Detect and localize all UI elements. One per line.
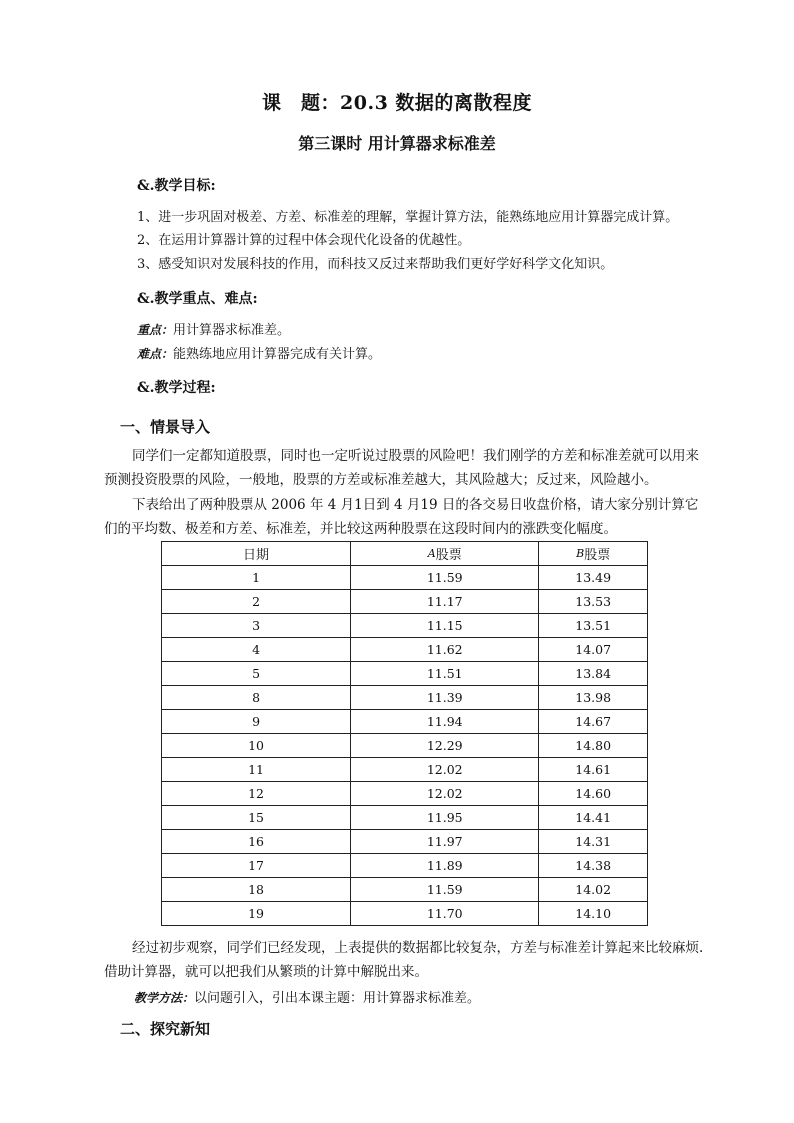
cell-stock-b: 14.31 [539,830,648,854]
table-row [162,566,648,590]
cell-date: 18 [162,878,351,902]
col-a-label: 股票 [435,548,462,563]
stock-price-table [161,541,648,926]
table-row [162,902,648,926]
focus-text: 用计算器求标准差。 [173,323,291,338]
cell-date: 16 [162,830,351,854]
method-text: 以问题引入，引出本课主题：用计算器求标准差。 [194,991,481,1006]
after-table-text: 经过初步观察，同学们已经发现，上表提供的数据都比较复杂，方差与标准差计算起来比较麻烦. 借助计算器，就可以把我们从繁琐的计算中解脱出来。 [104,940,704,980]
table-row [162,854,648,878]
cell-date: 5 [162,662,351,686]
cell-stock-a: 12.29 [351,734,539,758]
cell-date: 17 [162,854,351,878]
cell-stock-b: 13.51 [539,614,648,638]
cell-date: 3 [162,614,351,638]
cell-date: 4 [162,638,351,662]
objective-item: 1、进一步巩固对极差、方差、标准差的理解，掌握计算方法，能熟练地应用计算器完成计算。 [137,210,679,225]
lesson-title: 课 题：20.3 数据的离散程度 [262,92,532,114]
cell-stock-a: 11.89 [351,854,539,878]
cell-stock-b: 14.60 [539,782,648,806]
objective-item: 2、在运用计算器计算的过程中体会现代化设备的优越性。 [137,233,471,248]
cell-stock-a: 11.59 [351,566,539,590]
table-row [162,662,648,686]
cell-stock-a: 12.02 [351,758,539,782]
cell-stock-a: 11.94 [351,710,539,734]
difficulty-line [137,343,381,362]
table-row [162,590,648,614]
teaching-method-line [134,987,480,1006]
objective-item: 3、感受知识对发展科技的作用，而科技又反过来帮助我们更好学好科学文化知识。 [137,257,614,272]
cell-stock-b: 14.10 [539,902,648,926]
cell-stock-b: 14.61 [539,758,648,782]
cell-stock-b: 13.84 [539,662,648,686]
cell-stock-b: 14.41 [539,806,648,830]
intro-paragraph [104,444,704,492]
after-table-paragraph [104,936,704,984]
col-b-label: 股票 [584,548,611,563]
cell-date: 12 [162,782,351,806]
col-b-letter: B [576,547,585,560]
table-row [162,878,648,902]
table-row [162,614,648,638]
cell-date: 2 [162,590,351,614]
cell-date: 15 [162,806,351,830]
section1-heading: 一、情景导入 [120,418,211,436]
table-intro-paragraph [104,493,704,541]
lesson-subtitle: 第三课时 用计算器求标准差 [298,134,496,153]
focus-line [137,319,290,338]
process-heading: &.教学过程: [137,380,216,396]
difficulty-label: 难点： [137,347,174,361]
table-row [162,710,648,734]
col-a-header [351,542,539,566]
cell-stock-b: 14.07 [539,638,648,662]
cell-date: 11 [162,758,351,782]
intro-text: 同学们一定都知道股票，同时也一定听说过股票的风险吧！我们刚学的方差和标准差就可以用来预测投资股票的风险，一般地，股票的方差或标准差越大，其风险越大；反过来，风险越小。 [104,448,699,488]
cell-stock-a: 11.95 [351,806,539,830]
cell-stock-a: 12.02 [351,782,539,806]
cell-stock-b: 14.38 [539,854,648,878]
cell-date: 1 [162,566,351,590]
cell-stock-b: 13.98 [539,686,648,710]
cell-stock-b: 14.80 [539,734,648,758]
table-row [162,638,648,662]
cell-stock-a: 11.59 [351,878,539,902]
cell-date: 19 [162,902,351,926]
table-row [162,686,648,710]
table-row [162,758,648,782]
cell-stock-b: 14.67 [539,710,648,734]
section2-heading: 二、探究新知 [120,1020,211,1038]
method-label: 教学方法： [134,991,195,1005]
table-row [162,830,648,854]
table-intro-text: 下表给出了两种股票从 2006 年 4 月1日到 4 月19 日的各交易日收盘价格，请大家分别计算它们的平均数、极差和方差、标准差，并比较这两种股票在这段时间内的涨跌变化幅度。 [104,497,699,537]
cell-stock-a: 11.70 [351,902,539,926]
cell-stock-a: 11.97 [351,830,539,854]
table-row [162,734,648,758]
difficulty-text: 能熟练地应用计算器完成有关计算。 [173,347,382,362]
col-b-header [539,542,648,566]
cell-stock-a: 11.15 [351,614,539,638]
objectives-heading: &.教学目标: [137,178,216,194]
col-a-letter: A [427,547,436,560]
cell-date: 10 [162,734,351,758]
cell-stock-a: 11.51 [351,662,539,686]
table-body [162,566,648,926]
table-row [162,782,648,806]
cell-date: 9 [162,710,351,734]
cell-stock-b: 13.53 [539,590,648,614]
cell-stock-a: 11.39 [351,686,539,710]
cell-date: 8 [162,686,351,710]
focus-label: 重点： [137,323,174,337]
col-date-header: 日期 [162,542,351,566]
keypoints-heading: &.教学重点、难点: [137,291,258,307]
table-row [162,806,648,830]
cell-stock-b: 14.02 [539,878,648,902]
table-header-row [162,542,648,566]
cell-stock-b: 13.49 [539,566,648,590]
cell-stock-a: 11.62 [351,638,539,662]
cell-stock-a: 11.17 [351,590,539,614]
